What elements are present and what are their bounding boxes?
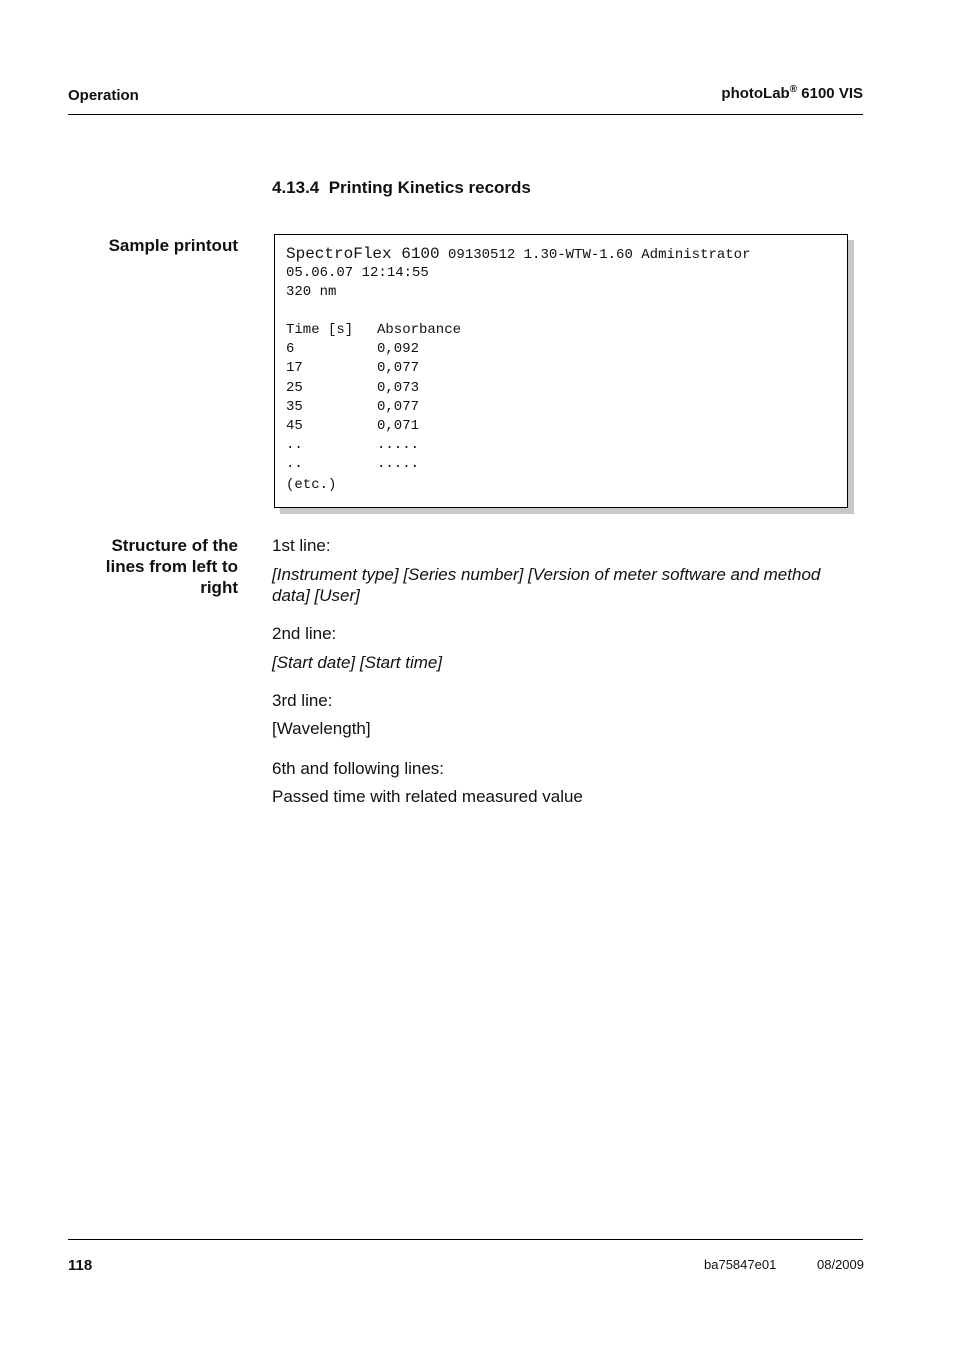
page-number: 118 [68,1257,93,1274]
structure-item-desc: [Wavelength] [272,719,371,738]
printout-line-1 [286,245,750,265]
row-time: 17 [286,360,303,376]
brand-name: photoLab [721,85,790,102]
row-absorbance: ..... [377,456,420,472]
table-row [275,341,847,360]
structure-item-desc: [Start date] [Start time] [272,653,443,672]
running-header-left: Operation [68,87,139,104]
table-row [275,418,847,437]
table-row [275,456,847,475]
row-absorbance: 0,077 [377,399,420,415]
row-time: .. [286,437,303,453]
structure-item-title: 2nd line: [272,624,337,643]
structure-label-line: lines from left to [105,557,238,576]
row-absorbance: 0,073 [377,380,420,396]
section-number: 4.13.4 [272,178,320,197]
registered-mark: ® [789,84,798,95]
printout-table-header [275,322,847,341]
row-time: 45 [286,418,303,434]
col-header-time: Time [s] [286,322,354,338]
col-header-absorbance: Absorbance [377,322,462,338]
printout-line-2: 05.06.07 12:14:55 [286,265,429,281]
table-row [275,399,847,418]
table-row [275,360,847,379]
document-id: ba75847e01 [704,1257,777,1272]
document-date: 08/2009 [817,1257,864,1272]
structure-item-title: 6th and following lines: [272,759,445,778]
sample-printout-label: Sample printout [108,236,238,255]
structure-label [38,535,238,598]
row-absorbance: 0,071 [377,418,420,434]
printout-etc: (etc.) [286,477,337,493]
row-absorbance: ..... [377,437,420,453]
table-row [275,437,847,456]
row-time: 6 [286,341,295,357]
structure-label-line: Structure of the [111,536,238,555]
structure-item-desc: Passed time with related measured value [272,787,583,806]
model-name: 6100 VIS [801,85,863,102]
structure-item-title: 3rd line: [272,691,333,710]
sample-printout-box [274,234,848,508]
footer-rule [68,1239,863,1240]
structure-item-desc: [Instrument type] [Series number] [Version of meter software and method data] [User] [272,565,821,605]
row-absorbance: 0,077 [377,360,420,376]
printout-line1-rest: 09130512 1.30-WTW-1.60 Administrator [448,247,751,263]
table-row [275,380,847,399]
printout-line-3: 320 nm [286,284,337,300]
row-time: .. [286,456,303,472]
header-rule [68,114,863,115]
row-time: 35 [286,399,303,415]
section-heading [272,178,531,198]
row-time: 25 [286,380,303,396]
section-title: Printing Kinetics records [328,178,531,197]
running-header-right [721,84,863,102]
structure-label-line: right [200,578,238,597]
printout-instrument: SpectroFlex 6100 [286,245,440,263]
row-absorbance: 0,092 [377,341,420,357]
structure-item-title: 1st line: [272,536,331,555]
